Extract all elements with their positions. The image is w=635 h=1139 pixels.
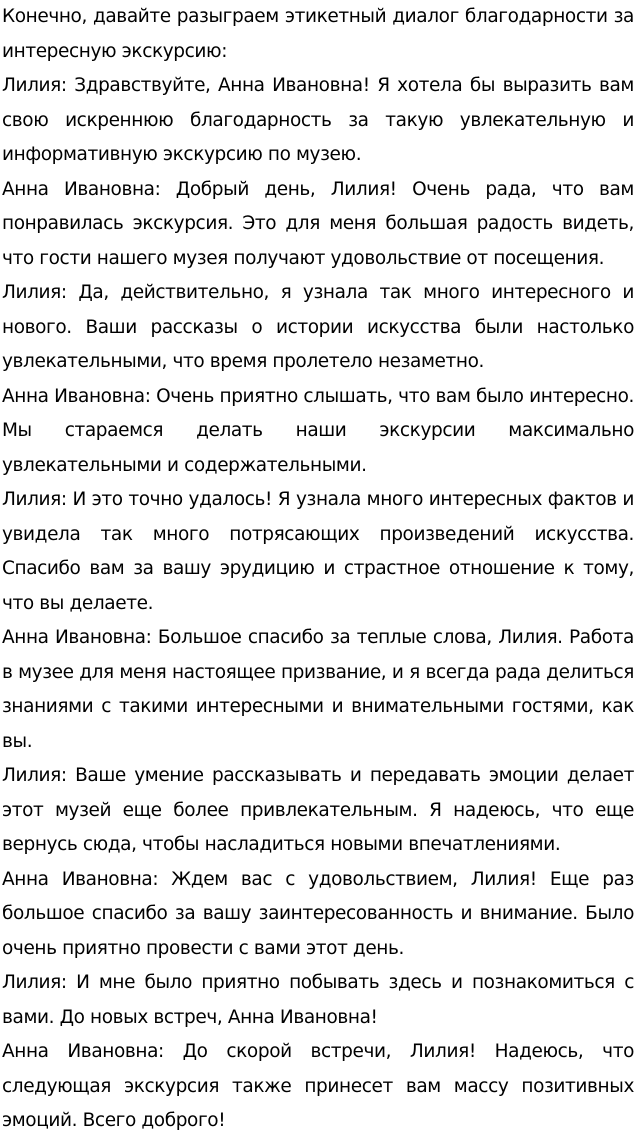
dialogue-line: Анна Ивановна: Большое спасибо за теплые слова, Лилия. Работа в музее для меня настоящее призвание, и я всегда рада делиться знаниями с такими интересными и внимательными гостями, как вы. bbox=[2, 627, 634, 752]
dialogue-line: Анна Ивановна: Очень приятно слышать, что вам было интересно. Мы стараемся делать наши экскурсии максимально увлекательными и содержательными. bbox=[2, 385, 634, 476]
dialogue-line: Лилия: И мне было приятно побывать здесь и познакомиться с вами. До новых встреч, Анна Ивановна! bbox=[2, 972, 634, 1028]
dialogue-line: Лилия: Здравствуйте, Анна Ивановна! Я хотела бы выразить вам свою искреннюю благодарность за такую увлекательную и информативную экскурсию по музею. bbox=[2, 75, 634, 165]
dialogue-line: Лилия: Ваше умение рассказывать и передавать эмоции делает этот музей еще более привлекательным. Я надеюсь, что еще вернусь сюда, чтобы насладиться новыми впечатлениями. bbox=[2, 765, 634, 855]
dialogue-line: Анна Ивановна: До скорой встречи, Лилия! Надеюсь, что следующая экскурсия также принесет вам массу позитивных эмоций. Всего доброго! bbox=[2, 1041, 634, 1131]
dialogue-line: Анна Ивановна: Ждем вас с удовольствием, Лилия! Еще раз большое спасибо за вашу заинтересованность и внимание. Было очень приятно провести с вами этот день. bbox=[2, 868, 634, 959]
intro-paragraph: Конечно, давайте разыграем этикетный диалог благодарности за интересную экскурсию: bbox=[2, 6, 634, 62]
dialogue-line: Анна Ивановна: Добрый день, Лилия! Очень рада, что вам понравилась экскурсия. Это для меня большая радость видеть, что гости нашего музея получают удовольствие от посещения. bbox=[2, 178, 634, 269]
dialogue-line: Лилия: И это точно удалось! Я узнала много интересных фактов и увидела так много потрясающих произведений искусства. Спасибо вам за вашу эрудицию и страстное отношение к тому, что вы делаете. bbox=[2, 489, 634, 614]
dialogue-line: Лилия: Да, действительно, я узнала так много интересного и нового. Ваши рассказы о истории искусства были настолько увлекательными, что время пролетело незаметно. bbox=[2, 282, 634, 372]
